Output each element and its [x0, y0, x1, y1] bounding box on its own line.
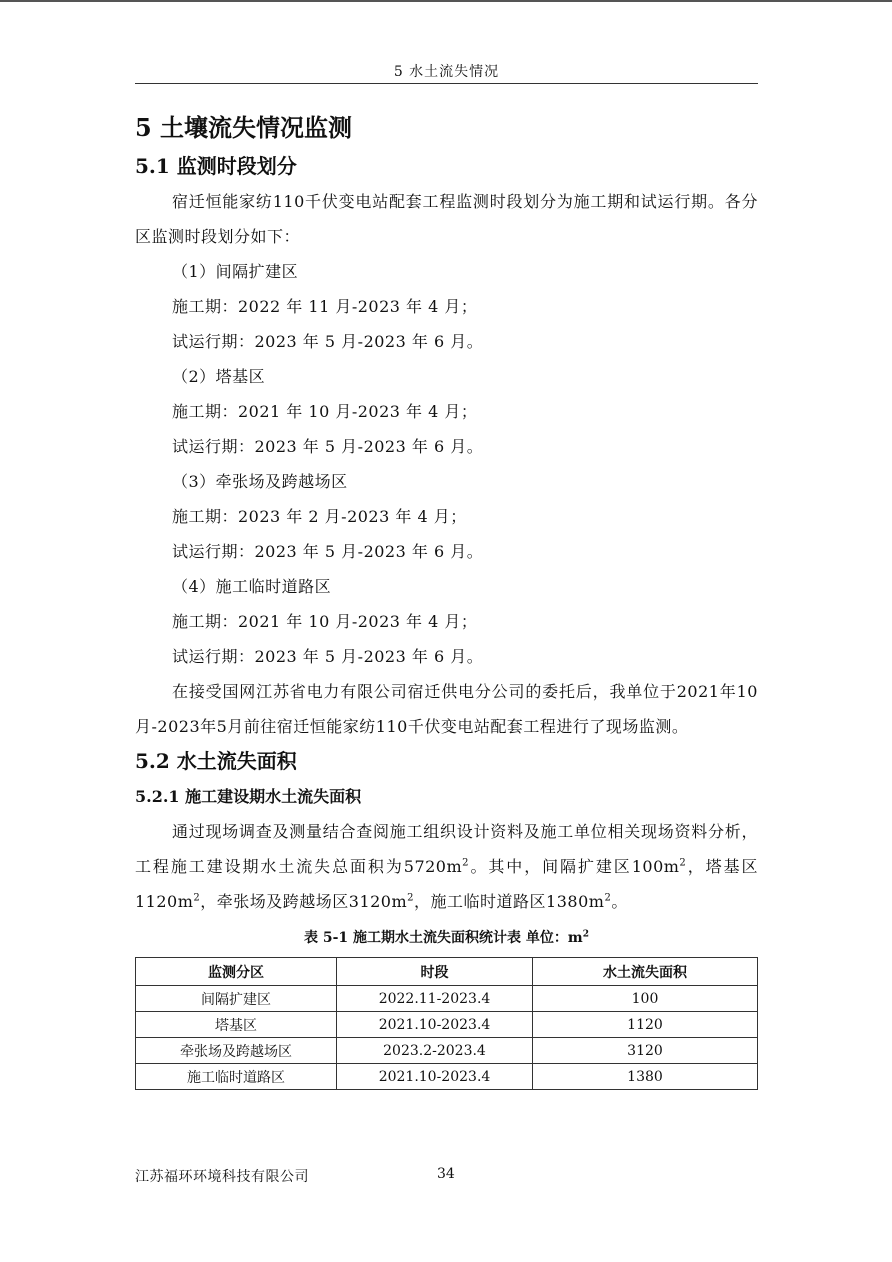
document-body: [135, 102, 758, 1090]
section-5-2-1-paragraph: [135, 814, 758, 919]
table-caption-superscript: 2: [582, 929, 589, 940]
running-header: 5 水土流失情况: [393, 64, 500, 80]
area-text-tower: ，塔基区1120m: [135, 857, 758, 911]
zone-3-trial: 试运行期：2023 年 5 月-2023 年 6 月。: [172, 542, 484, 561]
col-header-zone: 监测分区: [136, 958, 337, 986]
zone-3-name: （3）牵张场及跨越场区: [172, 472, 348, 491]
unit-superscript: 2: [193, 892, 201, 904]
chapter-title: 5 土壤流失情况监测: [135, 113, 353, 142]
area-text-total: 通过现场调查及测量结合查阅施工组织设计资料及施工单位相关现场资料分析，工程施工建设期水土流失总面积为5720m: [135, 822, 758, 876]
zone-1-trial: 试运行期：2023 年 5 月-2023 年 6 月。: [172, 332, 484, 351]
cell-area: 100: [533, 986, 758, 1012]
cell-zone: 牵张场及跨越场区: [136, 1038, 337, 1064]
zone-4-trial: 试运行期：2023 年 5 月-2023 年 6 月。: [172, 647, 484, 666]
cell-area: 1380: [533, 1064, 758, 1090]
col-header-period: 时段: [337, 958, 533, 986]
section-5-1-closing: 在接受国网江苏省电力有限公司宿迁供电分公司的委托后，我单位于2021年10月-2023年5月前往宿迁恒能家纺110千伏变电站配套工程进行了现场监测。: [135, 682, 758, 736]
page-number: 34: [437, 1166, 455, 1182]
cell-area: 3120: [533, 1038, 758, 1064]
erosion-area-table: [135, 957, 758, 1090]
table-row: [136, 986, 758, 1012]
cell-zone: 塔基区: [136, 1012, 337, 1038]
unit-superscript: 2: [407, 892, 415, 904]
cell-zone: 间隔扩建区: [136, 986, 337, 1012]
table-caption-text: 表 5-1 施工期水土流失面积统计表 单位：m: [304, 930, 583, 946]
footer-company: 江苏福环环境科技有限公司: [135, 1169, 309, 1185]
table-row: [136, 1064, 758, 1090]
zone-3-construction: 施工期：2023 年 2 月-2023 年 4 月；: [172, 507, 467, 526]
col-header-area: 水土流失面积: [533, 958, 758, 986]
table-caption: [135, 923, 758, 957]
unit-superscript: 2: [462, 857, 470, 869]
zone-2-name: （2）塔基区: [172, 367, 266, 386]
cell-period: 2023.2-2023.4: [337, 1038, 533, 1064]
table-row: [136, 1038, 758, 1064]
zone-2-trial: 试运行期：2023 年 5 月-2023 年 6 月。: [172, 437, 484, 456]
area-text-tension: ，牵张场及跨越场区3120m: [200, 892, 408, 911]
area-text-interval: 。其中，间隔扩建区100m: [469, 857, 680, 876]
zone-4-construction: 施工期：2021 年 10 月-2023 年 4 月；: [172, 612, 478, 631]
header-rule: [135, 83, 758, 84]
cell-period: 2022.11-2023.4: [337, 986, 533, 1012]
page-top-border: [0, 0, 892, 2]
area-text-road: ，施工临时道路区1380m: [414, 892, 605, 911]
zone-2-construction: 施工期：2021 年 10 月-2023 年 4 月；: [172, 402, 478, 421]
table-row: [136, 1012, 758, 1038]
zone-4-name: （4）施工临时道路区: [172, 577, 332, 596]
zone-1-construction: 施工期：2022 年 11 月-2023 年 4 月；: [172, 297, 478, 316]
unit-superscript: 2: [679, 857, 687, 869]
section-5-2-1-title: 5.2.1 施工建设期水土流失面积: [135, 787, 362, 806]
cell-area: 1120: [533, 1012, 758, 1038]
unit-superscript: 2: [604, 892, 612, 904]
section-5-1-intro: 宿迁恒能家纺110千伏变电站配套工程监测时段划分为施工期和试运行期。各分区监测时段划分如下：: [135, 192, 758, 246]
cell-period: 2021.10-2023.4: [337, 1012, 533, 1038]
area-text-end: 。: [611, 892, 628, 911]
cell-zone: 施工临时道路区: [136, 1064, 337, 1090]
zone-1-name: （1）间隔扩建区: [172, 262, 299, 281]
section-5-1-title: 5.1 监测时段划分: [135, 154, 297, 178]
table-header-row: [136, 958, 758, 986]
cell-period: 2021.10-2023.4: [337, 1064, 533, 1090]
section-5-2-title: 5.2 水土流失面积: [135, 749, 297, 773]
